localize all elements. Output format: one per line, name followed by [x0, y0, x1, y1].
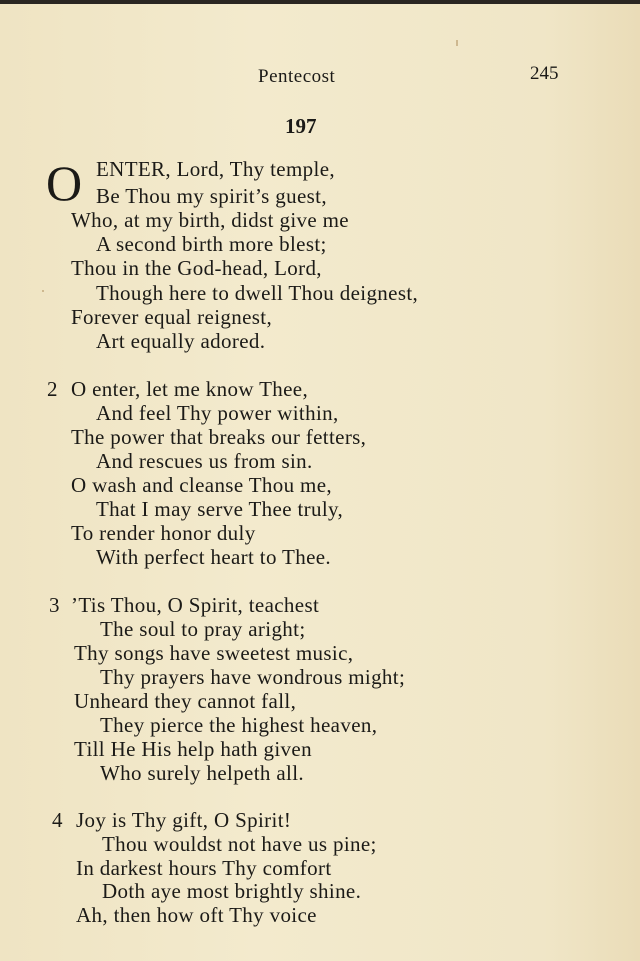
verse-line: That I may serve Thee truly,: [96, 497, 344, 521]
verse-line: Joy is Thy gift, O Spirit!: [76, 808, 292, 832]
verse-line: To render honor duly: [71, 521, 256, 545]
verse-line: And feel Thy power within,: [96, 401, 339, 425]
verse-line: The soul to pray aright;: [100, 617, 306, 641]
verse-line: Thou in the God-head, Lord,: [71, 256, 322, 280]
verse-line: Thou wouldst not have us pine;: [102, 832, 377, 856]
verse-line: Who surely helpeth all.: [100, 761, 304, 785]
verse-line: The power that breaks our fetters,: [71, 425, 367, 449]
stanza-number: 3: [49, 593, 60, 617]
paper-speck: [42, 290, 44, 292]
reverse-page-bleed: [420, 105, 635, 925]
verse-line: O enter, let me know Thee,: [71, 377, 309, 401]
drop-cap: O: [46, 155, 83, 211]
verse-line: They pierce the highest heaven,: [100, 713, 378, 737]
verse-line: Forever equal reignest,: [71, 305, 273, 329]
verse-line: Art equally adored.: [96, 329, 266, 353]
verse-line: Unheard they cannot fall,: [74, 689, 297, 713]
verse-line: Though here to dwell Thou deignest,: [96, 281, 419, 305]
verse-line: Doth aye most brightly shine.: [102, 879, 362, 903]
verse-line: And rescues us from sin.: [96, 449, 313, 473]
running-title: Pentecost: [258, 66, 336, 87]
verse-line: A second birth more blest;: [96, 232, 327, 256]
verse-line: With perfect heart to Thee.: [96, 545, 332, 569]
verse-line: Till He His help hath given: [74, 737, 312, 761]
verse-line: In darkest hours Thy comfort: [76, 856, 332, 880]
verse-line: Who, at my birth, didst give me: [71, 208, 349, 232]
verse-line: ’Tis Thou, O Spirit, teachest: [71, 593, 320, 617]
verse-line: Be Thou my spirit’s guest,: [96, 184, 327, 208]
verse-line: ENTER, Lord, Thy temple,: [96, 157, 335, 181]
page-top-edge: [0, 0, 640, 4]
verse-line: Thy songs have sweetest music,: [74, 641, 354, 665]
hymn-number: 197: [285, 114, 317, 138]
stanza-number: 2: [47, 377, 58, 401]
verse-line: Ah, then how oft Thy voice: [76, 903, 317, 927]
stanza-number: 4: [52, 808, 63, 832]
verse-line: O wash and cleanse Thou me,: [71, 473, 332, 497]
paper-speck: [456, 40, 458, 46]
verse-line: Thy prayers have wondrous might;: [100, 665, 406, 689]
page-number: 245: [530, 63, 559, 84]
